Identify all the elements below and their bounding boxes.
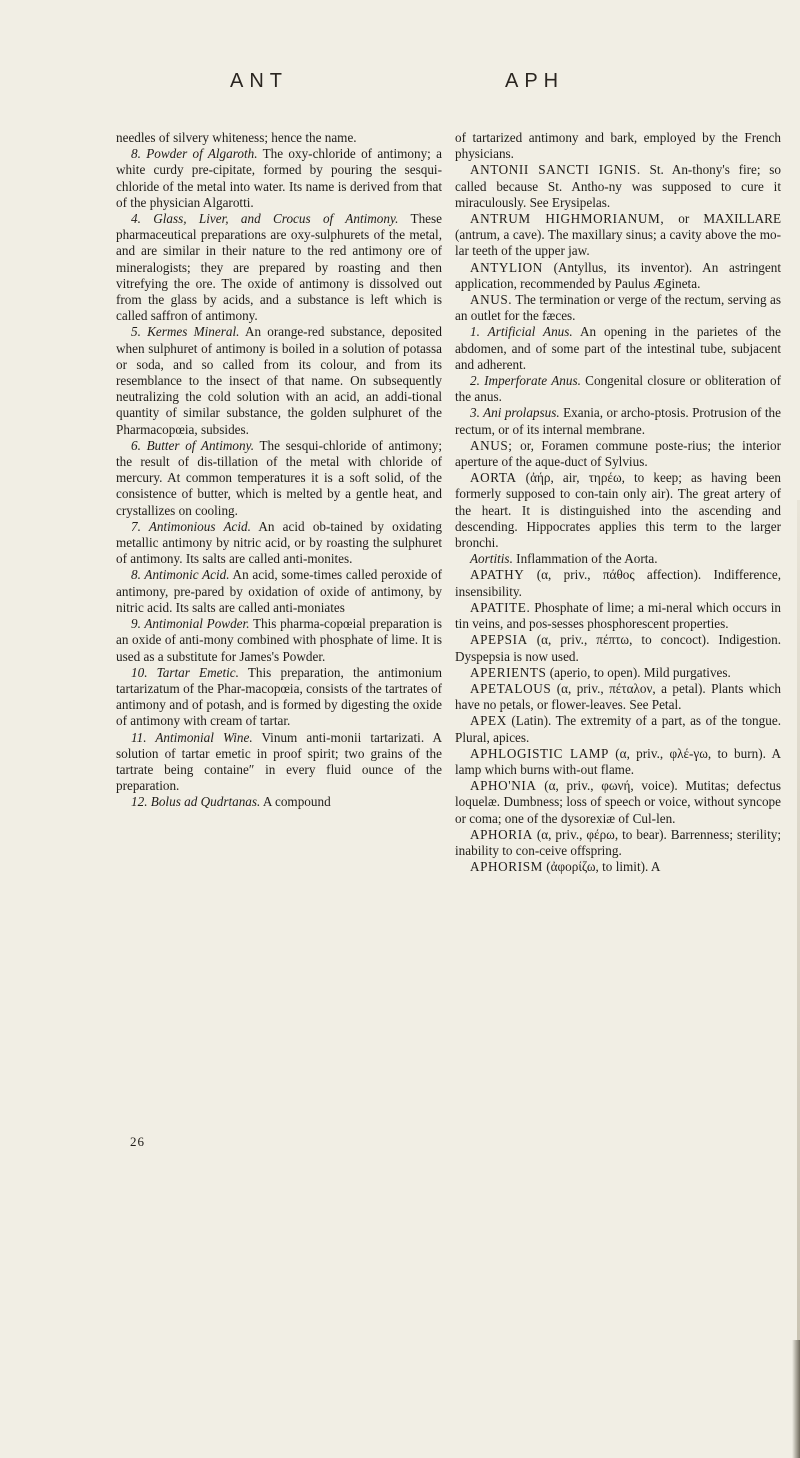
entry-headword: APETALOUS: [470, 680, 552, 696]
entry-paragraph: [116, 730, 442, 795]
entry-paragraph: [455, 470, 781, 551]
entry-paragraph: [116, 146, 442, 211]
entry-text: Exania, or archo-ptosis. Protrusion of the rectum, or of its internal membrane.: [455, 405, 781, 437]
entry-text: (Antyllus, its inventor). An astringent application, recommended by Paulus Ægineta.: [455, 259, 781, 291]
entry-paragraph: [455, 292, 781, 324]
running-head-left: ANT: [230, 70, 288, 92]
entry-paragraph: [455, 778, 781, 827]
entry-headword: 2. Imperforate Anus.: [470, 373, 581, 389]
entry-headword: 6. Butter of Antimony.: [131, 437, 255, 453]
entry-text: (α, priv., φλέ-γω, to burn). A lamp which burns with-out flame.: [455, 745, 781, 777]
entry-headword: APEPSIA: [470, 632, 528, 648]
entry-headword: ANUS.: [470, 292, 513, 308]
entry-text: Congenital closure or obliteration of the anus.: [455, 373, 781, 405]
entry-paragraph: [455, 551, 781, 567]
entry-headword: ANTONII SANCTI IGNIS.: [470, 162, 641, 178]
entry-paragraph: [455, 438, 781, 470]
page-number: 26: [130, 1134, 145, 1149]
entry-text: The oxy-chloride of antimony; a white curdy pre-cipitate, formed by pouring the sesqui-chloride of the metal into water. Its name is derived from that of the physician Algarotti.: [116, 146, 442, 210]
page-corner-shadow: [792, 1340, 800, 1458]
entry-paragraph: [116, 130, 442, 146]
entry-headword: AORTA: [470, 470, 517, 486]
entry-paragraph: [116, 211, 442, 324]
entry-paragraph: [455, 600, 781, 632]
entry-paragraph: [116, 665, 442, 730]
entry-paragraph: [455, 324, 781, 373]
entry-paragraph: [116, 324, 442, 437]
entry-text: An acid, some-times called peroxide of antimony, pre-pared by oxidation of oxide of antimony, by nitric acid. Its salts are called anti-moniates: [116, 567, 442, 615]
entry-paragraph: [455, 665, 781, 681]
entry-headword: APATITE.: [470, 599, 531, 615]
entry-paragraph: [455, 681, 781, 713]
running-head-right: APH: [505, 70, 565, 92]
entry-paragraph: [455, 162, 781, 211]
entry-headword: 5. Kermes Mineral.: [131, 324, 240, 340]
entry-headword: 4. Glass, Liver, and Crocus of Antimony.: [131, 211, 399, 227]
entry-headword: 9. Antimonial Powder.: [131, 616, 250, 632]
entry-paragraph: [455, 260, 781, 292]
entry-paragraph: [455, 746, 781, 778]
entry-text: (Latin). The extremity of a part, as of the tongue. Plural, apices.: [455, 713, 781, 745]
entry-text: needles of silvery whiteness; hence the name.: [116, 130, 357, 145]
entry-text: of tartarized antimony and bark, employed by the French physicians.: [455, 130, 781, 162]
entry-headword: Aortitis.: [470, 551, 513, 567]
entry-headword: ANTYLION: [470, 259, 543, 275]
entry-paragraph: [455, 827, 781, 859]
entry-text: These pharmaceutical preparations are oxy-sulphurets of the metal, and are similar in their nature to the red antimony ore of mineralogists; they are prepared by roasting and then vitrefying the ore. The oxide of antimony is dissolved out from the glass by acids, and a substance is left which is called saffron of antimony.: [116, 211, 443, 324]
entry-paragraph: [455, 632, 781, 664]
entry-paragraph: [455, 373, 781, 405]
entry-headword: 8. Powder of Algaroth.: [131, 146, 258, 162]
entry-text: A compound: [260, 794, 331, 810]
entry-text: (α, priv., πέταλον, a petal). Plants which have no petals, or flower-leaves. See Petal.: [455, 680, 781, 713]
entry-headword: APEX: [470, 713, 507, 729]
entry-text: An orange-red substance, deposited when sulphuret of antimony is boiled in a solution of potassa or soda, and so called from its colour, and from its resemblance to the insect of that name. On subsequently neutralizing the cold solution with an acid, an addi-tional quantity of similar substance, the golden sulphuret of the Pharmacopœia, subsides.: [116, 324, 442, 437]
entry-headword: APHORISM: [470, 859, 543, 875]
entry-paragraph: [116, 794, 442, 810]
entry-text: or, Foramen commune poste-rius; the interior aperture of the aque-duct of Sylvius.: [455, 437, 781, 470]
entry-headword: 8. Antimonic Acid.: [131, 567, 230, 583]
entry-text: An acid ob-tained by oxidating metallic antimony by nitric acid, or by roasting the sulphuret of antimony. Its salts are called anti-monites.: [116, 518, 442, 567]
entry-text: (α, priv., φέρω, to bear). Barrenness; sterility; inability to con-ceive offspring.: [455, 826, 781, 858]
entry-headword: 1. Artificial Anus.: [470, 324, 573, 340]
entry-paragraph: [116, 567, 442, 616]
entry-text: St. An-thony's fire; so called because St. Antho-ny was supposed to cure it miraculously. See Erysipelas.: [455, 162, 781, 210]
entry-text: (α, priv., πάθος affection). Indifference, insensibility.: [455, 567, 781, 599]
entry-paragraph: [116, 616, 442, 665]
entry-headword: APERIENTS: [470, 664, 547, 680]
entry-text: (α, priv., πέπτω, to concoct). Indigestion. Dyspepsia is now used.: [455, 632, 781, 664]
entry-text: (ἀήρ, air, τηρέω, to keep; as having been formerly supposed to con-tain only air). The great artery of the heart. It is distinguished into the ascending and descending. Hippocrates applies this term to the larger bronchi.: [455, 470, 781, 551]
entry-text: or MAXILLARE (antrum, a cave). The maxillary sinus; a cavity above the mo-lar teeth of the upper jaw.: [455, 211, 782, 259]
entry-text: (ἀφορίζω, to limit). A: [542, 859, 661, 875]
entry-headword: 11. Antimonial Wine.: [131, 729, 253, 745]
entry-headword: 12. Bolus ad Qudrtanas.: [131, 794, 261, 810]
left-column: [116, 130, 442, 811]
entry-headword: APHORIA: [470, 826, 533, 842]
entry-text: This pharma-copœial preparation is an oxide of anti-mony combined with phosphate of lime. It is used as a substitute for James's Powder.: [116, 616, 442, 664]
entry-headword: APHLOGISTIC LAMP: [470, 745, 609, 761]
entry-headword: 3. Ani prolapsus.: [470, 405, 560, 421]
entry-paragraph: [116, 519, 442, 568]
entry-text: An opening in the parietes of the abdomen, and of some part of the intestinal tube, subjacent and adherent.: [455, 324, 781, 372]
entry-paragraph: [455, 859, 781, 875]
entry-text: The sesqui-chloride of antimony; the result of dis-tillation of the metal with chloride of mercury. At common temperatures it is a soft solid, of the consistence of butter, which is melted by a gentle heat, and crystallizes on cooling.: [116, 437, 443, 518]
entry-text: Vinum anti-monii tartarizati. A solution of tartar emetic in proof spirit; two grains of the tartrate being containe″ in every fluid ounce of the preparation.: [116, 729, 442, 794]
entry-text: The termination or verge of the rectum, serving as an outlet for the fæces.: [455, 292, 781, 324]
entry-headword: 10. Tartar Emetic.: [131, 664, 239, 680]
entry-headword: APHO'NIA: [470, 778, 537, 794]
entry-paragraph: [116, 438, 442, 519]
entry-paragraph: [455, 211, 781, 260]
entry-paragraph: [455, 130, 781, 162]
entry-text: (α, priv., φωνή, voice). Mutitas; defectus loquelæ. Dumbness; loss of speech or voice, without syncope or coma; one of the dysorexiæ of Cul-len.: [455, 778, 781, 826]
entry-headword: ANUS;: [470, 437, 513, 453]
entry-paragraph: [455, 405, 781, 437]
entry-text: Inflammation of the Aorta.: [512, 551, 658, 567]
entry-paragraph: [455, 567, 781, 599]
entry-text: This preparation, the antimonium tartarizatum of the Phar-macopœia, consists of the tartrates of antimony and of potash, and is formed by digesting the oxide of antimony with cream of tartar.: [116, 664, 442, 729]
right-column: [455, 130, 781, 875]
entry-headword: 7. Antimonious Acid.: [131, 518, 251, 534]
entry-headword: APATHY: [470, 567, 525, 583]
entry-headword: ANTRUM HIGHMORIANUM,: [470, 211, 665, 227]
entry-text: (aperio, to open). Mild purgatives.: [546, 664, 731, 680]
entry-paragraph: [455, 713, 781, 745]
entry-text: Phosphate of lime; a mi-neral which occurs in tin veins, and pos-sesses phosphorescent properties.: [455, 599, 781, 632]
